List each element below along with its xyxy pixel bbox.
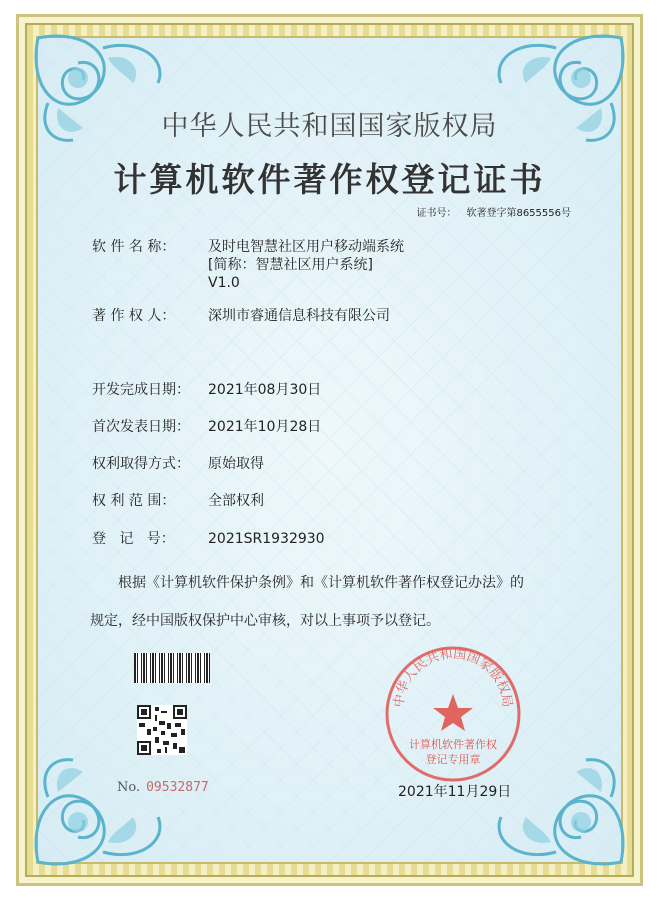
software-name-row: [92, 236, 404, 292]
barcode: [134, 653, 210, 683]
seal-center-line-2: 登记专用章: [425, 753, 481, 766]
software-short-name: [简称：智慧社区用户系统]: [208, 257, 373, 273]
certificate-number-value: 软著登字第8655556号: [466, 208, 571, 219]
issuing-authority: 中华人民共和国国家版权局: [161, 111, 498, 142]
dev-date-label: 开发完成日期：: [92, 382, 190, 398]
statement-line-2: 规定，经中国版权保护中心审核，对以上事项予以登记。: [90, 613, 440, 629]
seal-star-icon: [433, 694, 473, 731]
serial-value: 09532877: [146, 780, 209, 795]
owner-row: [92, 305, 390, 325]
qr-code: [137, 705, 187, 755]
certificate-number-label: 证书号：: [416, 208, 457, 219]
dev-date-row: [92, 379, 321, 399]
software-name-label: 软 件 名 称：: [92, 239, 176, 255]
owner-label: 著 作 权 人：: [92, 308, 176, 324]
certificate-number: [416, 204, 571, 219]
issue-date: 2021年11月29日: [398, 784, 512, 800]
pub-date-label: 首次发表日期：: [92, 419, 190, 435]
serial-number: [117, 780, 209, 795]
acquisition-value: 原始取得: [208, 456, 264, 472]
software-version: V1.0: [208, 275, 240, 291]
certificate-title: 计算机软件著作权登记证书: [113, 160, 546, 199]
scope-label: 权 利 范 围：: [92, 493, 176, 509]
pub-date-value: 2021年10月28日: [208, 419, 322, 435]
pub-date-row: [92, 416, 321, 436]
registration-number-row: [92, 528, 325, 548]
seal-ring-text: 中华人民共和国国家版权局: [391, 646, 515, 709]
owner-value: 深圳市睿通信息科技有限公司: [208, 308, 390, 324]
seal-center-line-1: 计算机软件著作权: [409, 738, 497, 751]
official-seal: [383, 644, 523, 784]
registration-statement: [90, 564, 590, 640]
acquisition-row: [92, 453, 264, 473]
registration-number-value: 2021SR1932930: [208, 531, 325, 547]
scope-row: [92, 490, 264, 510]
registration-number-label: 登 记 号：: [92, 531, 175, 547]
corner-ornament-bottom-left: [28, 752, 178, 872]
serial-label: No.: [117, 780, 141, 795]
dev-date-value: 2021年08月30日: [208, 382, 322, 398]
statement-line-1: 根据《计算机软件保护条例》和《计算机软件著作权登记办法》的: [118, 575, 524, 591]
software-name-value: 及时电智慧社区用户移动端系统: [208, 239, 404, 255]
scope-value: 全部权利: [208, 493, 264, 509]
acquisition-label: 权利取得方式：: [92, 456, 190, 472]
